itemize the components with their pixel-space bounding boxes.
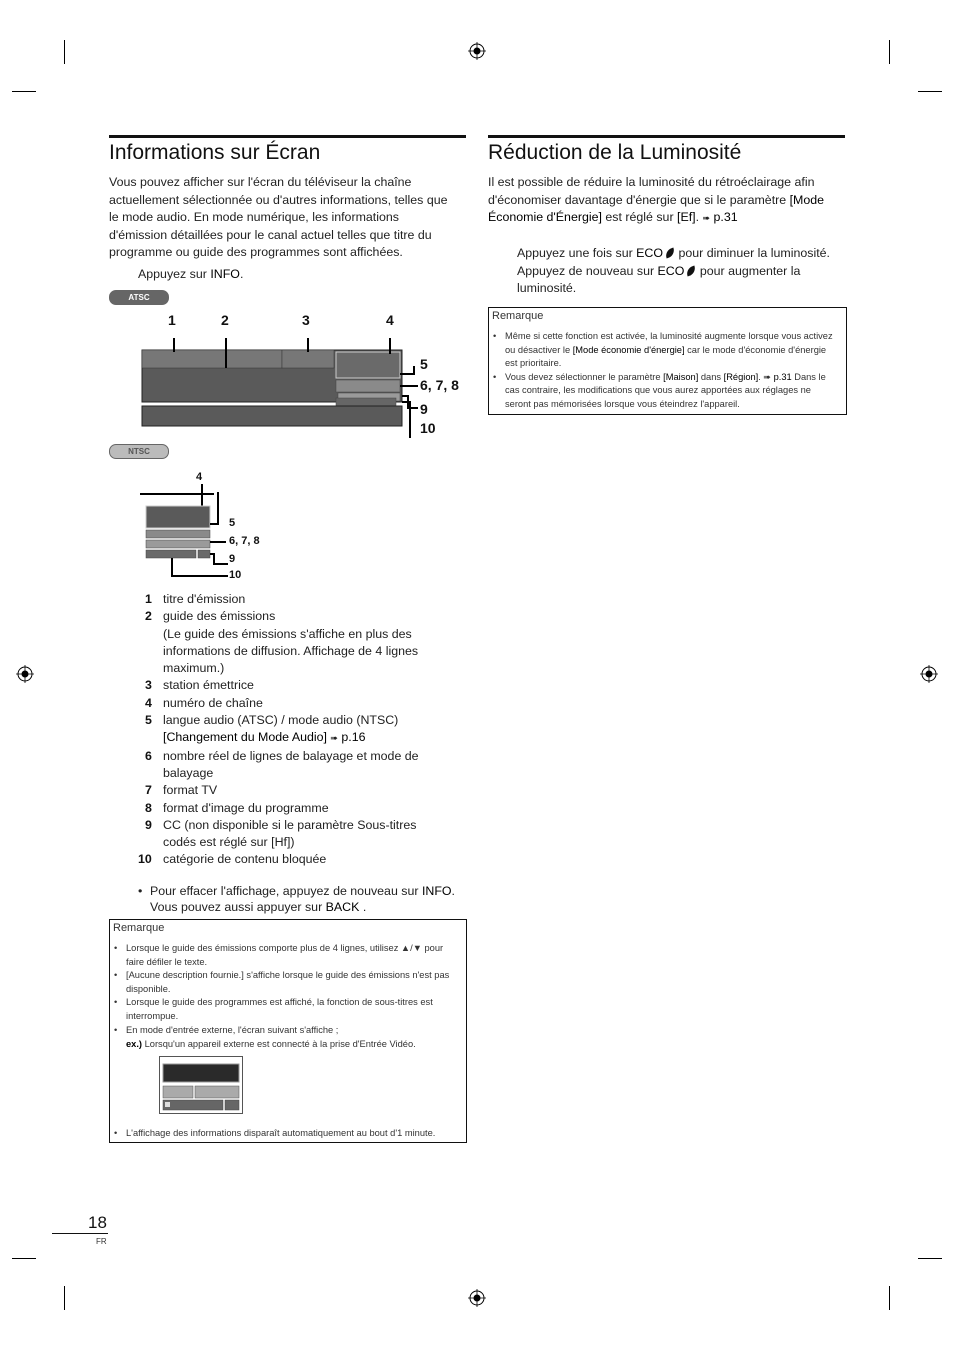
atsc-callout: 9 [420, 401, 428, 417]
atsc-callout: 4 [386, 312, 394, 328]
list-item: 1 titre d'émission [145, 592, 246, 606]
crop-mark [12, 1258, 36, 1259]
section-rule [488, 135, 845, 138]
section-title: Informations sur Écran [109, 141, 321, 164]
info-key: INFO [210, 267, 240, 281]
language-code: FR [96, 1237, 107, 1246]
list-item: 10 catégorie de contenu bloquée [138, 852, 327, 867]
back-key: BACK [325, 900, 360, 914]
external-input-screen-diagram [159, 1056, 243, 1114]
eco-instruction: Appuyez une fois sur ECO pour diminuer la luminosité. Appuyez de nouveau sur ECO pour augmenter la luminosité. [517, 246, 830, 296]
list-item: 5 langue audio (ATSC) / mode audio (NTSC) [Changement du Mode Audio] ➠ p.16 [145, 713, 399, 745]
note-title: Remarque [113, 922, 165, 934]
list-item: 9 CC (non disponible si le paramètre Sous-titres codés est réglé sur [Hf]) [145, 817, 417, 850]
atsc-callout: 10 [420, 420, 436, 436]
eco-key: ECO [657, 263, 685, 278]
ntsc-callout: 9 [229, 553, 236, 565]
atsc-badge: ATSC [109, 290, 169, 305]
intro-paragraph: Vous pouvez afficher sur l'écran du téléviseur la chaîne actuellement sélectionnée ou d'autres informations, telles que le mode audio. En mode numérique, les informations d'émission détaillées pour le canal actuel telles que titre du programme ou guide des programmes sont affichées. [109, 175, 448, 260]
crop-mark [12, 91, 36, 92]
reference-arrow-icon: ➠ [330, 733, 338, 744]
eco-key: ECO [636, 246, 664, 260]
clear-display-instruction: • Pour effacer l'affichage, appuyez de nouveau sur INFO. Vous pouvez aussi appuyer sur BACK . [138, 884, 455, 914]
ntsc-callout: 10 [229, 569, 242, 581]
ntsc-callout: 6, 7, 8 [229, 535, 260, 547]
list-item: 8 format d'image du programme [145, 800, 329, 815]
registration-mark-icon [468, 1289, 486, 1307]
brightness-intro: Il est possible de réduire la luminosité du rétroéclairage afin d'économiser davantage d'énergie que si le paramètre [Mode Économie d'Énergie] est réglé sur [Ef]. ➠ p.31 [488, 175, 825, 225]
ntsc-callout: 5 [229, 517, 236, 529]
list-item: 7 format TV [145, 783, 218, 798]
reference-arrow-icon: ➠ [702, 213, 711, 224]
section-title: Réduction de la Luminosité [488, 141, 742, 164]
page-number-rule [52, 1233, 108, 1234]
note-list [114, 1127, 460, 1141]
list-item: • Lorsque le guide des émissions comporte plus de 4 lignes, utilisez ▲/▼ pour faire défiler le texte. [114, 942, 460, 969]
atsc-callout: 6, 7, 8 [420, 377, 459, 393]
crop-mark [64, 1286, 65, 1310]
ntsc-screen-diagram [138, 484, 230, 582]
registration-mark-icon [920, 665, 938, 683]
registration-mark-icon [468, 42, 486, 60]
atsc-screen-diagram [138, 330, 418, 442]
example-line: ex.) Lorsqu'un appareil externe est connecté à la prise d'Entrée Vidéo. [126, 1039, 416, 1049]
list-item: • En mode d'entrée externe, l'écran suivant s'affiche ; [114, 1024, 460, 1038]
section-rule [109, 135, 466, 138]
list-item: • Lorsque le guide des programmes est affiché, la fonction de sous-titres est interrompue. [114, 996, 460, 1023]
info-key: INFO [421, 884, 452, 898]
atsc-callout: 1 [168, 312, 176, 328]
list-item: • L'affichage des informations disparaît automatiquement au bout d'1 minute. [114, 1127, 460, 1141]
list-item: 4 numéro de chaîne [145, 695, 263, 710]
crop-mark [64, 40, 65, 64]
list-item: • Vous devez sélectionner le paramètre [Maison] dans [Région]. ➠ p.31 Dans le cas contraire, les modifications que vous aurez apportées aux réglages ne seront pas mémorisées lorsque vous éteindrez l'appareil. [493, 371, 833, 412]
page-number: 18 [88, 1213, 107, 1232]
list-item: 6 nombre réel de lignes de balayage et mode de balayage [145, 748, 419, 780]
crop-mark [918, 1258, 942, 1259]
list-item: 2 guide des émissions (Le guide des émissions s'affiche en plus des informations de diffusion. Affichage de 4 lignes maximum.) [145, 609, 419, 676]
list-item: • Même si cette fonction est activée, la luminosité augmente lorsque vous activez ou désactiver le [Mode économie d'énergie] car le mode d'économie d'énergie est prioritaire. [493, 330, 833, 371]
list-item: 3 station émettrice [145, 678, 254, 693]
ntsc-badge: NTSC [109, 444, 169, 459]
crop-mark [889, 40, 890, 64]
atsc-callout: 5 [420, 356, 428, 372]
reference-arrow-icon: ➠ [763, 371, 771, 382]
list-item: • [Aucune description fournie.] s'affiche lorsque le guide des émissions n'est pas disponible. [114, 969, 460, 996]
crop-mark [889, 1286, 890, 1310]
atsc-callout: 2 [221, 312, 229, 328]
note-list [493, 330, 833, 412]
atsc-callout: 3 [302, 312, 310, 328]
note-list [114, 942, 460, 1037]
legend-list [109, 591, 439, 869]
note-title: Remarque [492, 310, 544, 322]
press-info-instruction: Appuyez sur INFO. [138, 267, 244, 281]
ntsc-callout: 4 [196, 471, 203, 483]
crop-mark [918, 91, 942, 92]
registration-mark-icon [16, 665, 34, 683]
